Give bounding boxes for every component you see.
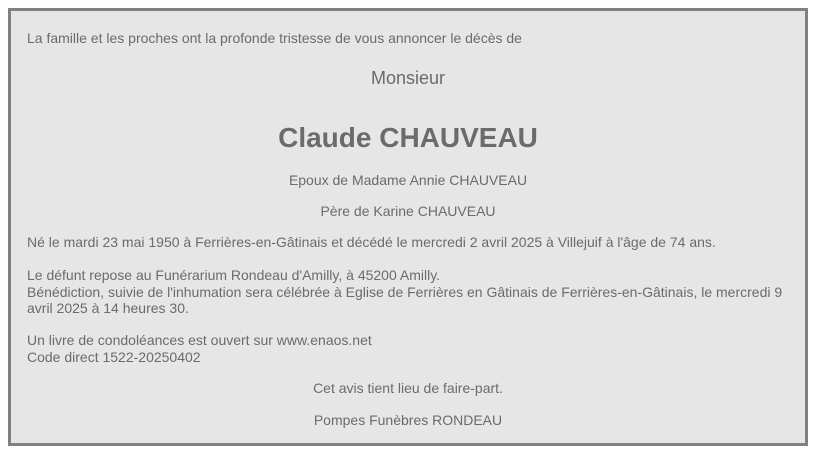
intro-text: La famille et les proches ont la profonde tristesse de vous annoncer le décès de: [27, 30, 522, 46]
ceremony-text: Bénédiction, suivie de l'inhumation sera célébrée à Eglise de Ferrières en Gâtinais de Ferrières-en-Gâtinais, le mercredi 9 avril 2025 à 14 heures 30.: [27, 284, 783, 316]
relation-child: Père de Karine CHAUVEAU: [320, 203, 496, 219]
birth-death-text: Né le mardi 23 mai 1950 à Ferrières-en-Gâtinais et décédé le mercredi 2 avril 2025 à Villejuif à l'âge de 74 ans.: [27, 234, 716, 250]
direct-code-text: Code direct 1522-20250402: [27, 349, 201, 365]
deceased-name: Claude CHAUVEAU: [278, 122, 538, 153]
obituary-notice: [8, 8, 808, 446]
condolence-book-text: Un livre de condoléances est ouvert sur www.enaos.net: [27, 332, 372, 348]
faire-part-text: Cet avis tient lieu de faire-part.: [313, 380, 503, 396]
relation-spouse: Epoux de Madame Annie CHAUVEAU: [288, 172, 528, 188]
civility-title: Monsieur: [370, 68, 446, 88]
resting-place-text: Le défunt repose au Funérarium Rondeau d'Amilly, à 45200 Amilly.: [27, 267, 441, 283]
funeral-home-name: Pompes Funèbres RONDEAU: [313, 412, 503, 428]
